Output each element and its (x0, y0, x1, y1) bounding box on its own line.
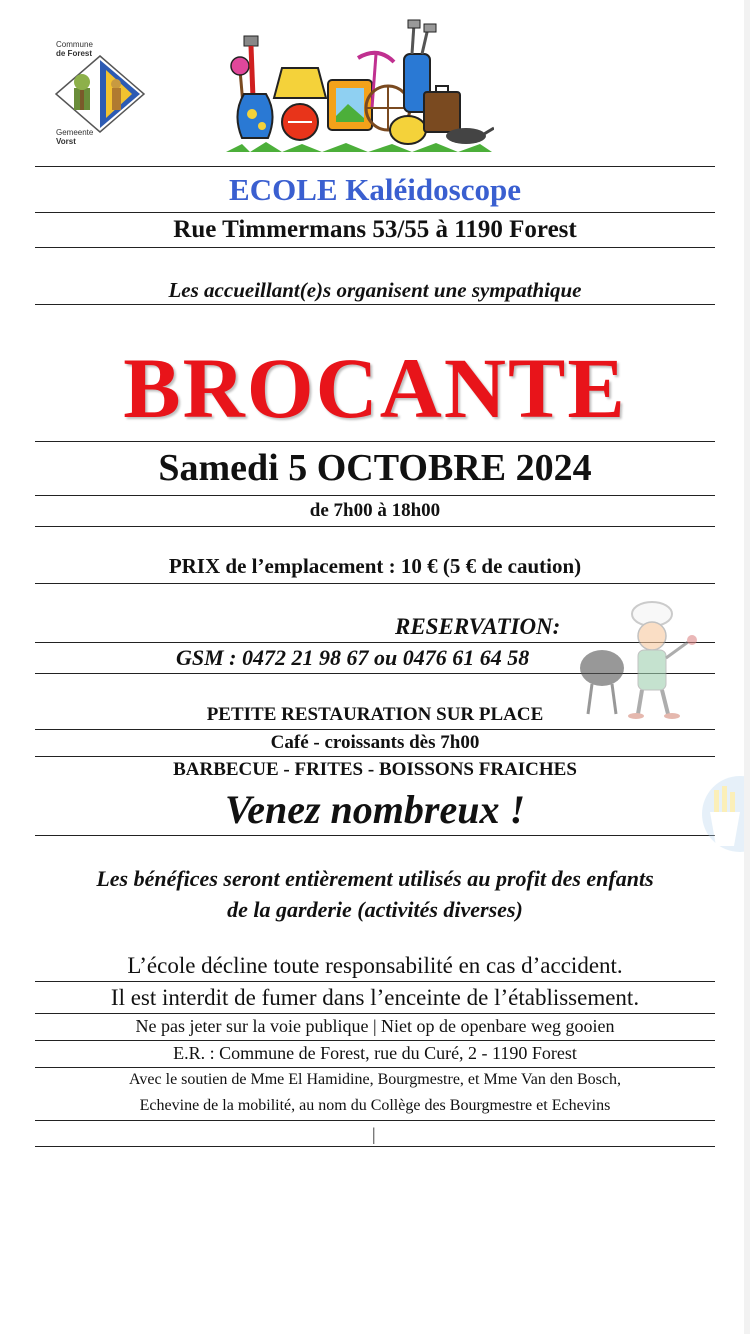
benefits-line2: de la garderie (activités diverses) (227, 897, 523, 922)
food-menu: BARBECUE - FRITES - BOISSONS FRAICHES (173, 759, 577, 780)
divider (35, 247, 715, 248)
call-to-action: Venez nombreux ! (224, 787, 526, 832)
divider (35, 583, 715, 584)
smoking-notice: Il est interdit de fumer dans l’enceinte de l’établissement. (110, 985, 640, 1010)
commune-forest-logo (52, 40, 148, 152)
logo-emblem-icon (52, 54, 148, 134)
logo-bottom-line1: Gemeente (56, 128, 94, 137)
divider (35, 441, 715, 442)
school-name: ECOLE Kaléidoscope (229, 172, 521, 207)
event-title: BROCANTE (123, 340, 627, 436)
food-heading: PETITE RESTAURATION SUR PLACE (206, 704, 544, 725)
divider (35, 212, 715, 213)
benefits-line1: Les bénéfices seront entièrement utilisés au profit des enfants (96, 866, 654, 891)
logo-top-line2: de Forest (56, 49, 93, 58)
publisher-notice: E.R. : Commune de Forest, rue du Curé, 2 - 1190 Forest (173, 1043, 577, 1063)
divider (35, 495, 715, 496)
price-text: PRIX de l’emplacement : 10 € (5 € de caution) (168, 554, 582, 578)
page-edge (744, 0, 750, 1334)
divider (35, 1067, 715, 1068)
brocante-objects-illustration (222, 18, 494, 156)
reservation-phones: GSM : 0472 21 98 67 ou 0476 61 64 58 (176, 645, 530, 670)
divider (35, 1120, 715, 1121)
logo-top-line1: Commune (56, 40, 93, 49)
footer-separator: | (372, 1124, 376, 1144)
divider (35, 1146, 715, 1147)
school-address: Rue Timmermans 53/55 à 1190 Forest (173, 216, 577, 243)
reservation-label: RESERVATION: (395, 614, 561, 639)
divider (35, 1013, 715, 1014)
divider (35, 166, 715, 167)
divider (35, 526, 715, 527)
divider (35, 729, 715, 730)
event-date: Samedi 5 OCTOBRE 2024 (158, 447, 592, 489)
support-line2: Echevine de la mobilité, au nom du Collège des Bourgmestre et Echevins (139, 1097, 611, 1114)
divider (35, 981, 715, 982)
divider (35, 756, 715, 757)
divider (35, 835, 715, 836)
event-hours: de 7h00 à 18h00 (309, 500, 441, 521)
divider (35, 1040, 715, 1041)
liability-notice: L’école décline toute responsabilité en cas d’accident. (127, 953, 623, 978)
support-line1: Avec le soutien de Mme El Hamidine, Bourgmestre, et Mme Van den Bosch, (129, 1071, 621, 1088)
logo-bottom-line2: Vorst (56, 137, 76, 146)
intro-text: Les accueillant(e)s organisent une sympathique (168, 278, 582, 302)
divider (35, 304, 715, 305)
food-breakfast: Café - croissants dès 7h00 (270, 732, 480, 753)
litter-notice: Ne pas jeter sur la voie publique | Niet op de openbare weg gooien (135, 1016, 615, 1036)
